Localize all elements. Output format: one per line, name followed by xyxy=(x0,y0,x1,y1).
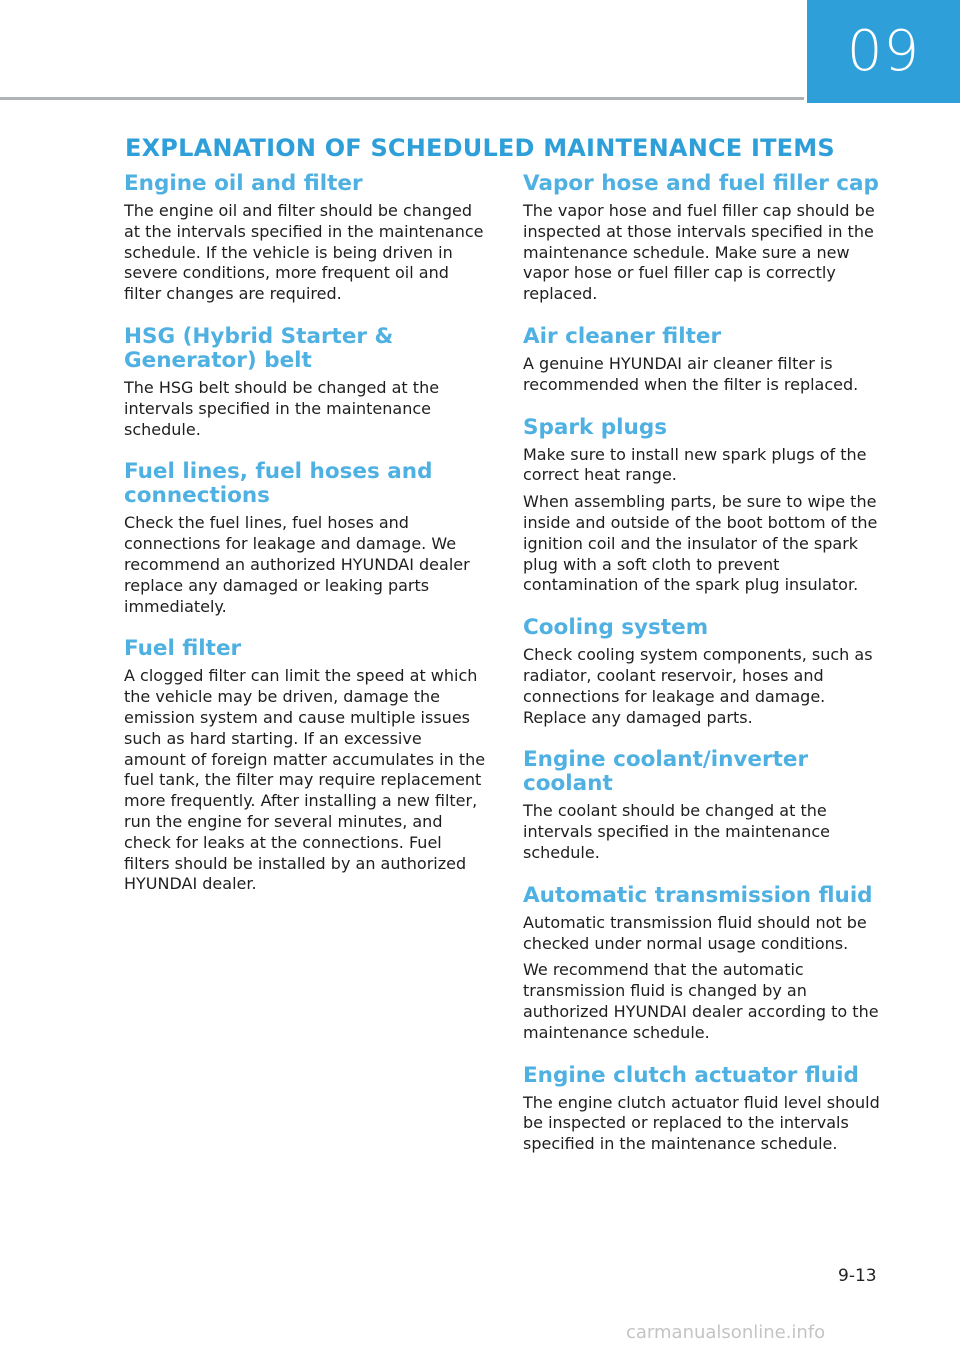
section-paragraph: The engine clutch actuator fluid level should be inspected or replaced to the intervals specified in the maintenance schedule. xyxy=(523,1092,880,1154)
section-engine-oil xyxy=(124,172,488,305)
section-paragraph: Check cooling system components, such as radiator, coolant reservoir, hoses and connections for leakage and damage. Replace any damaged parts. xyxy=(523,645,873,727)
section-vapor-hose xyxy=(523,172,887,305)
section-heading: HSG (Hybrid Starter & Generator) belt xyxy=(124,323,394,373)
section-paragraph: The coolant should be changed at the intervals specified in the maintenance schedule. xyxy=(523,801,830,862)
section-paragraph: The engine oil and filter should be changed at the intervals specified in the maintenance schedule. If the vehicle is being driven in severe conditions, more frequent oil and filter changes are required. xyxy=(124,201,484,304)
section-spark-plugs xyxy=(523,416,887,597)
page-title: EXPLANATION OF SCHEDULED MAINTENANCE ITEMS xyxy=(125,134,835,162)
chapter-number: 09 xyxy=(846,19,921,84)
section-clutch-fluid xyxy=(523,1064,887,1155)
section-hsg-belt xyxy=(124,325,488,440)
section-paragraph: A clogged filter can limit the speed at which the vehicle may be driven, damage the emission system and cause multiple issues such as hard starting. If an excessive amount of foreign matter accumulates in the fuel tank, the filter may require replacement more frequently. After installing a new filter, run the engine for several minutes, and check for leaks at the connections. Fuel filters should be installed by an authorized HYUNDAI dealer. xyxy=(124,666,486,894)
right-column xyxy=(523,172,887,1175)
page-number: 9-13 xyxy=(838,1266,877,1286)
section-paragraph: Make sure to install new spark plugs of the correct heat range. xyxy=(523,444,867,485)
header-rule xyxy=(0,97,804,100)
section-fuel-lines xyxy=(124,460,488,617)
section-air-cleaner xyxy=(523,325,887,396)
section-heading: Vapor hose and fuel filler cap xyxy=(523,171,879,196)
section-fuel-filter xyxy=(124,637,488,895)
section-paragraph: When assembling parts, be sure to wipe the inside and outside of the boot bottom of the ignition coil and the insulator of the spark plug with a soft cloth to prevent contamination of the spark plug insulator. xyxy=(523,492,878,595)
section-paragraph: The vapor hose and fuel filler cap should be inspected at those intervals specified in the maintenance schedule. Make sure a new vapor hose or fuel filler cap is correctly replaced. xyxy=(523,201,875,304)
section-transmission-fluid xyxy=(523,884,887,1044)
section-heading: Engine clutch actuator fluid xyxy=(523,1062,859,1088)
section-heading: Fuel filter xyxy=(124,636,242,662)
left-column xyxy=(124,172,488,915)
section-heading: Fuel lines, fuel hoses and connections xyxy=(124,459,433,509)
section-heading: Cooling system xyxy=(523,615,709,641)
watermark-text: carmanualsonline.info xyxy=(626,1322,826,1343)
section-paragraph: We recommend that the automatic transmission fluid is changed by an authorized HYUNDAI dealer according to the maintenance schedule. xyxy=(523,960,879,1042)
chapter-tab xyxy=(807,0,960,103)
section-heading: Spark plugs xyxy=(523,414,668,440)
section-paragraph: The HSG belt should be changed at the intervals specified in the maintenance schedule. xyxy=(124,377,440,439)
section-heading: Automatic transmission fluid xyxy=(523,882,873,908)
section-engine-coolant xyxy=(523,748,887,863)
section-cooling-system xyxy=(523,616,887,728)
section-paragraph: Automatic transmission fluid should not be checked under normal usage conditions. xyxy=(523,912,867,953)
section-paragraph: A genuine HYUNDAI air cleaner filter is recommended when the filter is replaced. xyxy=(523,353,859,394)
section-heading: Engine oil and filter xyxy=(124,171,363,196)
section-heading: Air cleaner filter xyxy=(523,323,722,349)
section-heading: Engine coolant/inverter coolant xyxy=(523,747,809,797)
section-paragraph: Check the fuel lines, fuel hoses and connections for leakage and damage. We recommend an authorized HYUNDAI dealer replace any damaged or leaking parts immediately. xyxy=(124,513,470,616)
